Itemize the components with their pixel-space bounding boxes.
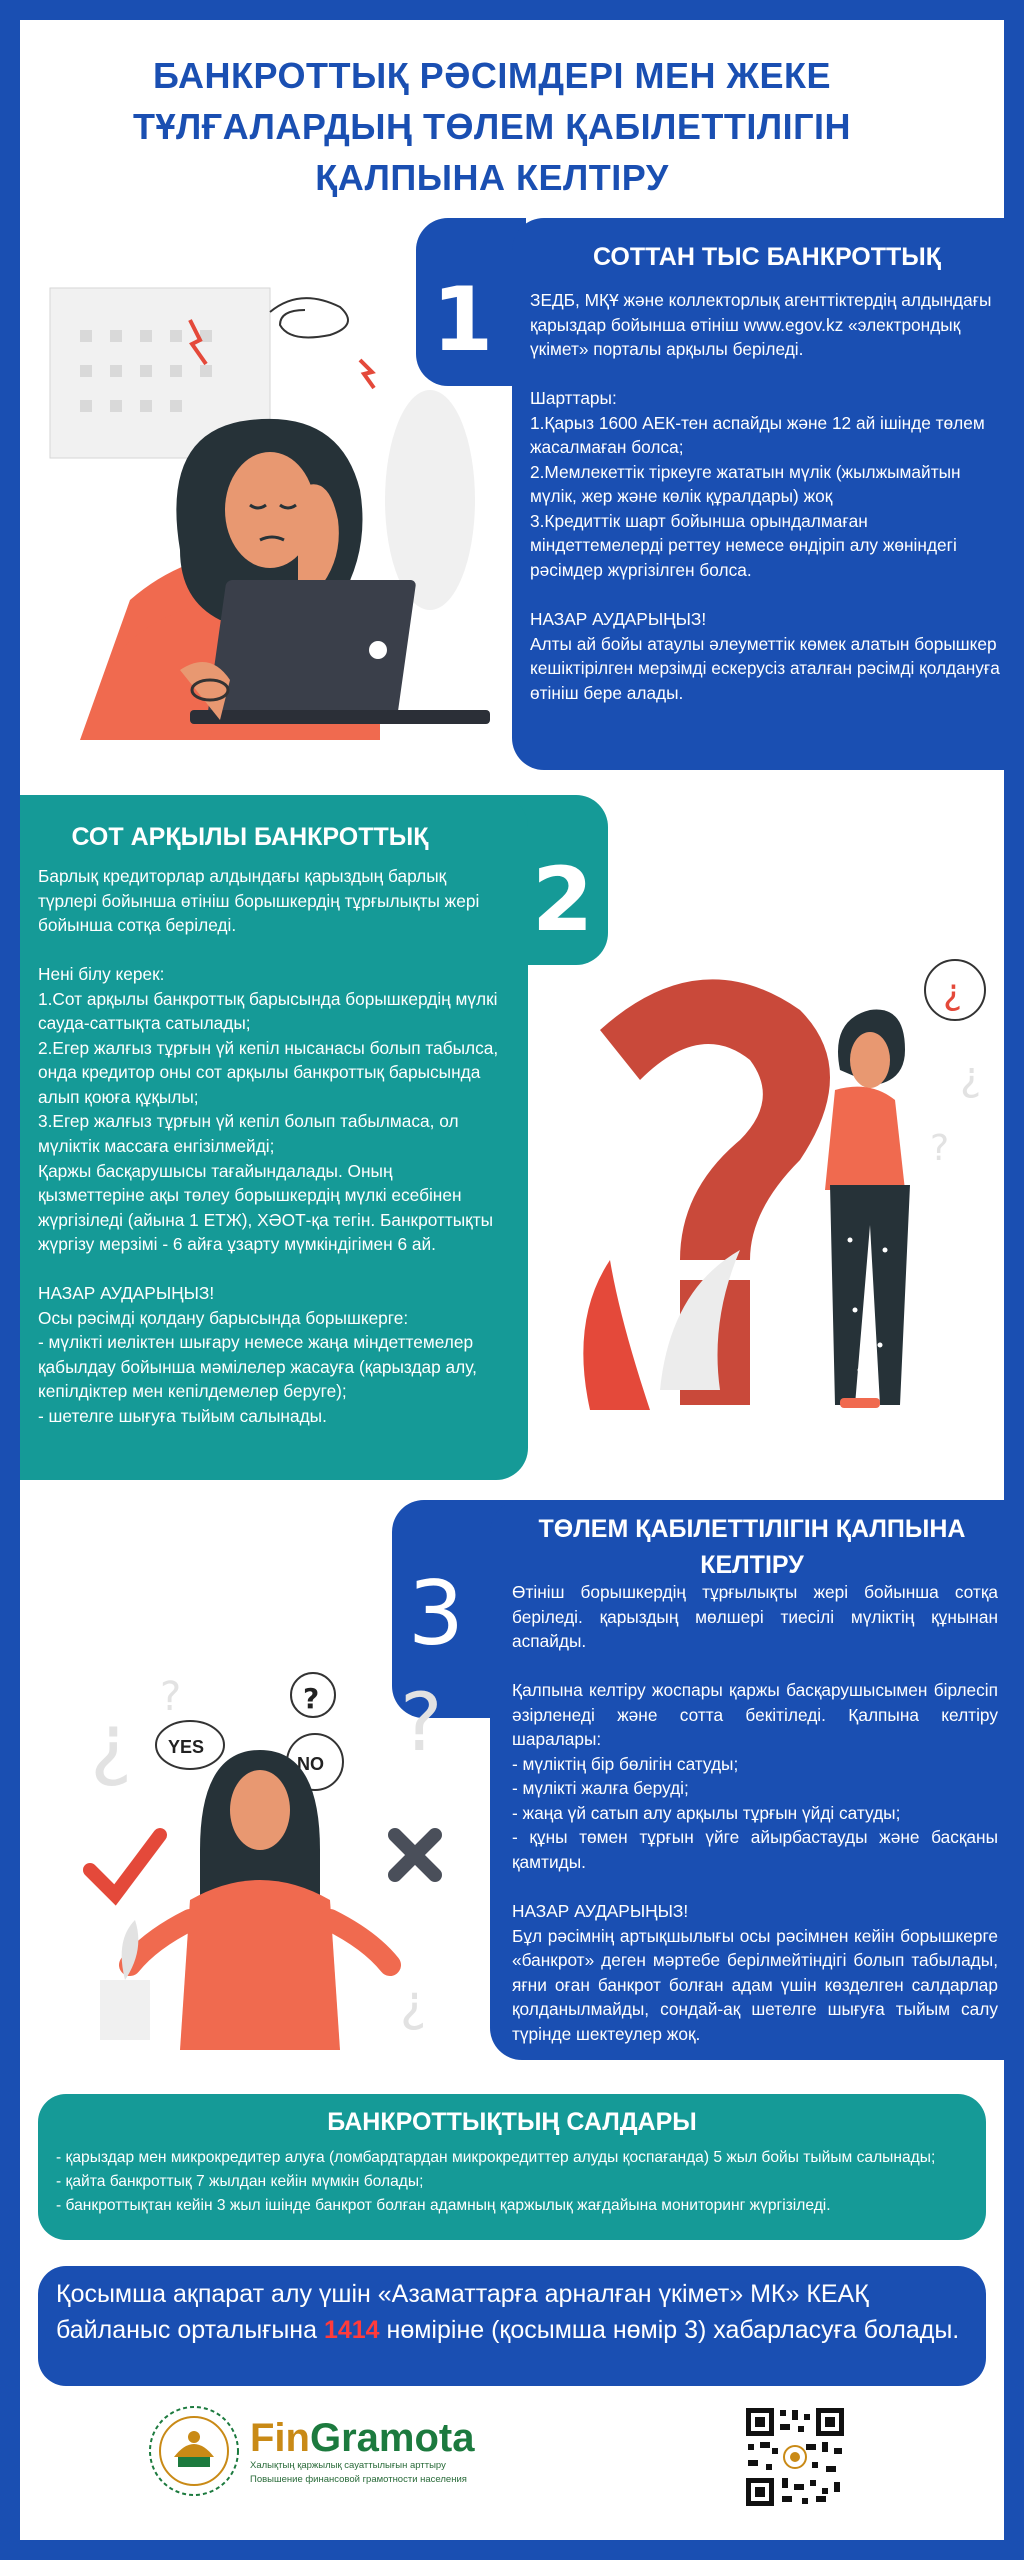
logo-gramota: Gramota bbox=[309, 2416, 475, 2460]
checkmark-icon bbox=[90, 1835, 160, 1895]
contact-phone-number[interactable]: 1414 bbox=[323, 2316, 380, 2345]
section3-number: 3 bbox=[408, 1562, 464, 1665]
question-bubble-icon: ? bbox=[303, 1682, 320, 1715]
fingramota-logo[interactable] bbox=[250, 2418, 540, 2487]
section2-number: 2 bbox=[532, 848, 594, 951]
no-bubble: NO bbox=[297, 1754, 324, 1774]
logo-fin: Fin bbox=[250, 2416, 310, 2460]
decor-question-icon: ? bbox=[160, 1674, 182, 1720]
page-title: БАНКРОТТЫҚ РӘСІМДЕРІ МЕН ЖЕКЕ ТҰЛҒАЛАРДЫҢ ТӨЛЕМ ҚАБІЛЕТТІЛІГІН ҚАЛПЫНА КЕЛТІРУ bbox=[132, 55, 852, 199]
confused-woman-illustration bbox=[70, 1650, 470, 2050]
section2-heading: СОТ АРҚЫЛЫ БАНКРОТТЫҚ bbox=[71, 823, 429, 851]
yes-bubble: YES bbox=[168, 1737, 205, 1757]
section3-body: Өтініш борышкердің тұрғылықты жері бойынша сотқа беріледі. қарыздың мөлшері тиесілі мүліктің құнынан аспайды. Қалпына келтіру жоспары қаржы басқарушысымен бірлесіп әзірленеді және сотта бекітіледі. Қалпына келтіру шаралары: - мүліктің бір бөлігін сатуды; - мүлікті жалға беруді; - жаңа үй сатып алу арқылы тұрғын үйді сатуды; - құны төмен тұрғын үйге айырбастауды және басқаны қамтиды. НАЗАР АУДАРЫҢЫЗ! Бұл рәсімнің артықшылығы осы рәсімнен кейін борышкерге «банкрот» деген мәртебе берілмейтіндігі болып табылады, яғни оған банкрот болған адам үшін көзделген салдарлар қолданылмайды, сондай-ақ шетелге шығуға тыйым салу түрінде шектеулер жоқ. bbox=[512, 1582, 998, 2044]
decor-question-icon: ¿ bbox=[90, 1696, 133, 1789]
logo-subtitle-kz: Халықтың қаржылық сауаттылығын арттыру bbox=[250, 2460, 446, 2471]
question-bubble-icon: ¿ bbox=[943, 972, 963, 1013]
section3-heading: ТӨЛЕМ ҚАБІЛЕТТІЛІГІН ҚАЛПЫНА КЕЛТІРУ bbox=[538, 1515, 966, 1579]
decor-question-icon: ¿ bbox=[960, 1054, 982, 1100]
section2-body: Барлық кредиторлар алдындағы қарыздың барлық түрлері бойынша өтініш борышкердің тұрғылықты жері бойынша сотқа беріледі. Нені білу керек: 1.Сот арқылы банкроттық барысында борышкердің мүлкі сауда-саттықта сатылады; 2.Егер жалғыз тұрғын үй кепіл нысанасы болып табылса, онда кредитор оны сот арқылы банкроттық барысында алып қоюға құқылы; 3.Егер жалғыз тұрғын үй кепіл болып табылмаса, ол мүліктік массаға енгізілмейді; Қаржы басқарушысы тағайындалады. Оның қызметтеріне ақы төлеу борышкердің мүлкі есебінен жүргізіледі (айына 1 ЕТЖ), ХӘОТ-қа тегін. Банкроттықты жүргізу мерзімі - 6 айға ұзарту мүмкіндігімен 6 ай. НАЗАР АУДАРЫҢЫЗ! Осы рәсімді қолдану барысында борышкерге: - мүлікті иеліктен шығару немесе жаңа міндеттемелер қабылдау бойынша мәмілелер жасауға (қарыздар алу, кепілдіктер мен кепілдемелер беруге); - шетелге шығуға тыйым салынады. bbox=[38, 866, 499, 1427]
section1-number: 1 bbox=[432, 268, 494, 371]
qr-code[interactable] bbox=[742, 2404, 848, 2510]
decor-question-icon: ¿ bbox=[400, 1974, 427, 2032]
decor-question-icon: ? bbox=[930, 1128, 950, 1169]
fingramota-emblem-icon bbox=[148, 2405, 240, 2497]
contact-text-after: нөміріне (қосымша нөмір 3) хабарласуға болады. bbox=[379, 2316, 960, 2345]
decor-question-icon: ? bbox=[400, 1676, 443, 1769]
contact-text-before: Қосымша ақпарат алу үшін «Азаматтарға арналған үкімет» МК» КЕАҚ байланыс орталығына bbox=[56, 2280, 869, 2345]
logo-subtitle-ru: Повышение финансовой грамотности населения bbox=[250, 2474, 467, 2486]
contact-text bbox=[56, 2276, 966, 2349]
section1-body: ЗЕДБ, МҚҰ және коллекторлық агенттіктердің алдындағы қарыздар бойынша өтініш www.egov.kz «электрондық үкімет» порталы арқылы беріледі. Шарттары: 1.Қарыз 1600 АЕК-тен аспайды және 12 ай ішінде төлем жасалмаған болса; 2.Мемлекеттік тіркеуге жататын мүлік (жылжымайтын мүлік, жер және көлік құралдары) жоқ 3.Кредиттік шарт бойынша орындалмаған міндеттемелерді реттеу немесе өндіріп алу жөніндегі рәсімдер жүргізілген болса. НАЗАР АУДАРЫҢЫЗ! Алты ай бойы атаулы әлеуметтік көмек алатын борышкер кешіктірілген мерзімді ескерусіз аталған рәсімді қолдануға өтініш бере алады. bbox=[530, 290, 1000, 703]
question-mark-woman-illustration bbox=[520, 950, 1000, 1420]
consequences-heading: БАНКРОТТЫҚТЫҢ САЛДАРЫ bbox=[327, 2108, 697, 2136]
section1-heading: СОТТАН ТЫС БАНКРОТТЫҚ bbox=[592, 243, 942, 271]
consequences-body: - қарыздар мен микрокредитер алуға (ломбардтардан микрокредиттер алуды қоспағанда) 5 жыл бойы тыйым салынады; - қайта банкроттық 7 жылдан кейін мүмкін болады; - банкроттықтан кейін 3 жыл ішінде банкрот болған адамның қаржылық жағдайына мониторинг жүргізіледі. bbox=[56, 2149, 936, 2215]
cross-icon bbox=[395, 1835, 435, 1875]
